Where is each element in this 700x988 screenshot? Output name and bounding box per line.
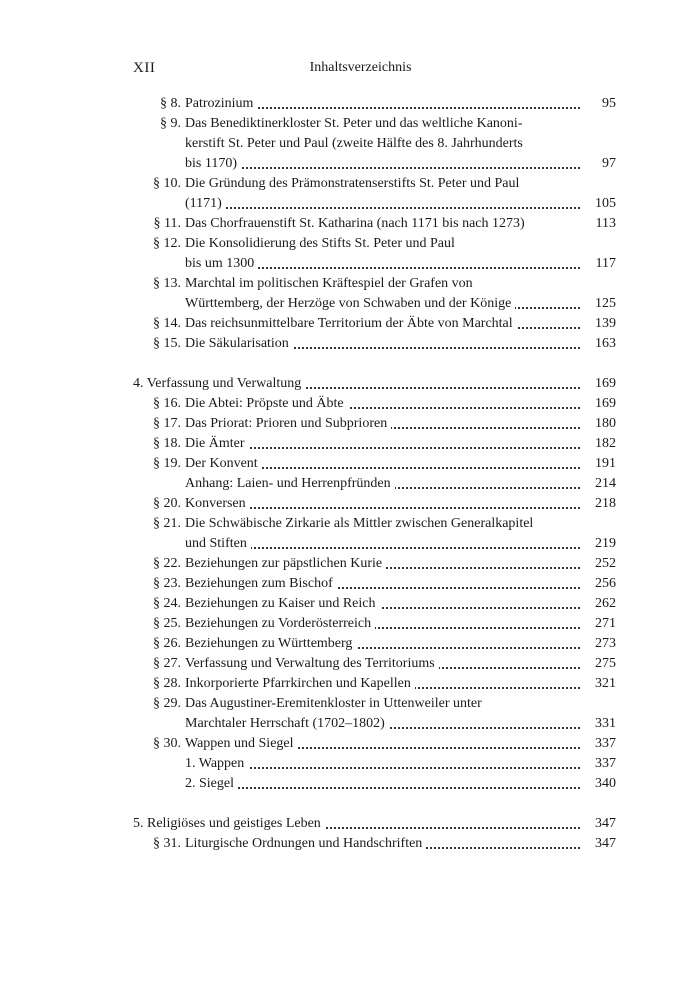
toc-entry-continuation (0, 474, 700, 494)
page-ref: 340 (595, 776, 616, 791)
page-ref: 191 (595, 456, 616, 471)
section-number: § 22. (153, 556, 181, 571)
page-ref: 347 (595, 816, 616, 831)
page-ref: 347 (595, 836, 616, 851)
toc-entry (0, 694, 700, 714)
toc-entry (0, 414, 700, 434)
toc-entry (0, 654, 700, 674)
toc-entry-continuation (0, 294, 700, 314)
section-number: § 21. (153, 516, 181, 531)
page-ref: 117 (595, 256, 616, 271)
toc-entry-continuation (0, 774, 700, 794)
toc-entry (0, 234, 700, 254)
section-number: § 10. (153, 176, 181, 191)
running-title: Inhaltsverzeichnis (309, 60, 412, 75)
entry-title: Das Benediktinerkloster St. Peter und das weltliche Kanoni- (185, 116, 526, 131)
page-ref: 169 (595, 396, 616, 411)
entry-title: 1. Wappen (185, 756, 248, 771)
toc-chapter (0, 814, 700, 834)
entry-title: Verfassung und Verwaltung des Territoriums (185, 656, 439, 671)
toc-entry (0, 314, 700, 334)
entry-title: Anhang: Laien- und Herrenpfründen (185, 476, 395, 491)
toc-entry-continuation (0, 194, 700, 214)
toc-entry (0, 394, 700, 414)
section-number: § 23. (153, 576, 181, 591)
toc-entry (0, 434, 700, 454)
entry-title: Beziehungen zum Bischof (185, 576, 337, 591)
section-number: § 12. (153, 236, 181, 251)
section-gap (0, 794, 700, 814)
section-number: § 24. (153, 596, 181, 611)
page-ref: 275 (595, 656, 616, 671)
section-number: § 20. (153, 496, 181, 511)
page-ref: 125 (595, 296, 616, 311)
page-ref: 169 (595, 376, 616, 391)
page-ref: 331 (595, 716, 616, 731)
toc-entry (0, 214, 700, 234)
section-number: § 13. (153, 276, 181, 291)
entry-title: Das Priorat: Prioren und Subprioren (185, 416, 391, 431)
section-gap (0, 354, 700, 374)
toc-entry (0, 514, 700, 534)
entry-title: Beziehungen zu Kaiser und Reich (185, 596, 380, 611)
page-ref: 113 (595, 216, 616, 231)
toc-entry-continuation (0, 154, 700, 174)
toc-entry (0, 674, 700, 694)
entry-title: (1171) (185, 196, 226, 211)
entry-title: Patrozinium (185, 96, 257, 111)
toc-entry (0, 614, 700, 634)
page-ref: 218 (595, 496, 616, 511)
section-number: § 25. (153, 616, 181, 631)
page-ref: 219 (595, 536, 616, 551)
page-ref: 139 (595, 316, 616, 331)
entry-title: Konversen (185, 496, 250, 511)
toc-entry (0, 94, 700, 114)
section-number: § 26. (153, 636, 181, 651)
entry-title: Die Säkularisation (185, 336, 293, 351)
page-ref: 163 (595, 336, 616, 351)
entry-title: Die Konsolidierung des Stifts St. Peter und Paul (185, 236, 459, 251)
entry-title: Das reichsunmittelbare Territorium der Äbte von Marchtal (185, 316, 517, 331)
dot-leader (185, 207, 580, 209)
section-number: § 11. (153, 216, 181, 231)
toc-chapter (0, 374, 700, 394)
toc-entry (0, 834, 700, 854)
toc-entry (0, 594, 700, 614)
page-ref: 273 (595, 636, 616, 651)
page-number: XII (133, 60, 156, 76)
entry-title: Marchtaler Herrschaft (1702–1802) (185, 716, 389, 731)
section-number: § 16. (153, 396, 181, 411)
entry-title: 4. Verfassung und Verwaltung (133, 376, 305, 391)
page-ref: 256 (595, 576, 616, 591)
section-number: § 27. (153, 656, 181, 671)
dot-leader (185, 167, 580, 169)
toc-entry (0, 574, 700, 594)
section-number: § 19. (153, 456, 181, 471)
page-ref: 95 (602, 96, 616, 111)
entry-title: Württemberg, der Herzöge von Schwaben und der Könige (185, 296, 515, 311)
entry-title: Die Schwäbische Zirkarie als Mittler zwischen Generalkapitel (185, 516, 537, 531)
toc-entry (0, 274, 700, 294)
entry-title: bis 1170) (185, 156, 241, 171)
toc-entry (0, 634, 700, 654)
table-of-contents (0, 94, 700, 854)
entry-title: Die Ämter (185, 436, 248, 451)
toc-entry (0, 734, 700, 754)
entry-title: Liturgische Ordnungen und Handschriften (185, 836, 426, 851)
toc-entry (0, 334, 700, 354)
page-ref: 214 (595, 476, 616, 491)
entry-title: Der Konvent (185, 456, 262, 471)
section-number: § 30. (153, 736, 181, 751)
section-number: § 31. (153, 836, 181, 851)
page-ref: 97 (602, 156, 616, 171)
entry-title: 5. Religiöses und geistiges Leben (133, 816, 325, 831)
section-number: § 15. (153, 336, 181, 351)
entry-title: Beziehungen zu Württemberg (185, 636, 356, 651)
section-number: § 29. (153, 696, 181, 711)
entry-title: bis um 1300 (185, 256, 258, 271)
entry-title: und Stiften (185, 536, 251, 551)
section-number: § 9. (160, 116, 181, 131)
toc-entry (0, 174, 700, 194)
entry-title: Die Gründung des Prämonstratenserstifts St. Peter und Paul (185, 176, 523, 191)
section-number: § 17. (153, 416, 181, 431)
toc-entry-continuation (0, 534, 700, 554)
toc-entry (0, 454, 700, 474)
section-number: § 14. (153, 316, 181, 331)
toc-entry-continuation (0, 134, 700, 154)
entry-title: Das Chorfrauenstift St. Katharina (nach 1171 bis nach 1273) (185, 216, 529, 231)
page-ref: 180 (595, 416, 616, 431)
toc-entry (0, 114, 700, 134)
page-ref: 321 (595, 676, 616, 691)
entry-title: Marchtal im politischen Kräftespiel der Grafen von (185, 276, 477, 291)
running-header (133, 60, 588, 82)
page-ref: 337 (595, 756, 616, 771)
entry-title: Beziehungen zu Vorderösterreich (185, 616, 375, 631)
toc-entry-continuation (0, 714, 700, 734)
section-number: § 8. (160, 96, 181, 111)
toc-entry-continuation (0, 254, 700, 274)
entry-title: kerstift St. Peter und Paul (zweite Hälfte des 8. Jahrhunderts (185, 136, 527, 151)
section-number: § 18. (153, 436, 181, 451)
toc-entry (0, 554, 700, 574)
page-ref: 262 (595, 596, 616, 611)
toc-entry (0, 494, 700, 514)
entry-title: Wappen und Siegel (185, 736, 298, 751)
entry-title: 2. Siegel (185, 776, 238, 791)
entry-title: Das Augustiner-Eremitenkloster in Uttenweiler unter (185, 696, 486, 711)
dot-leader (185, 787, 580, 789)
entry-title: Die Abtei: Pröpste und Äbte (185, 396, 348, 411)
page-ref: 252 (595, 556, 616, 571)
page-ref: 105 (595, 196, 616, 211)
page-ref: 182 (595, 436, 616, 451)
page-ref: 271 (595, 616, 616, 631)
page-ref: 337 (595, 736, 616, 751)
section-number: § 28. (153, 676, 181, 691)
toc-entry-continuation (0, 754, 700, 774)
entry-title: Beziehungen zur päpstlichen Kurie (185, 556, 386, 571)
entry-title: Inkorporierte Pfarrkirchen und Kapellen (185, 676, 415, 691)
